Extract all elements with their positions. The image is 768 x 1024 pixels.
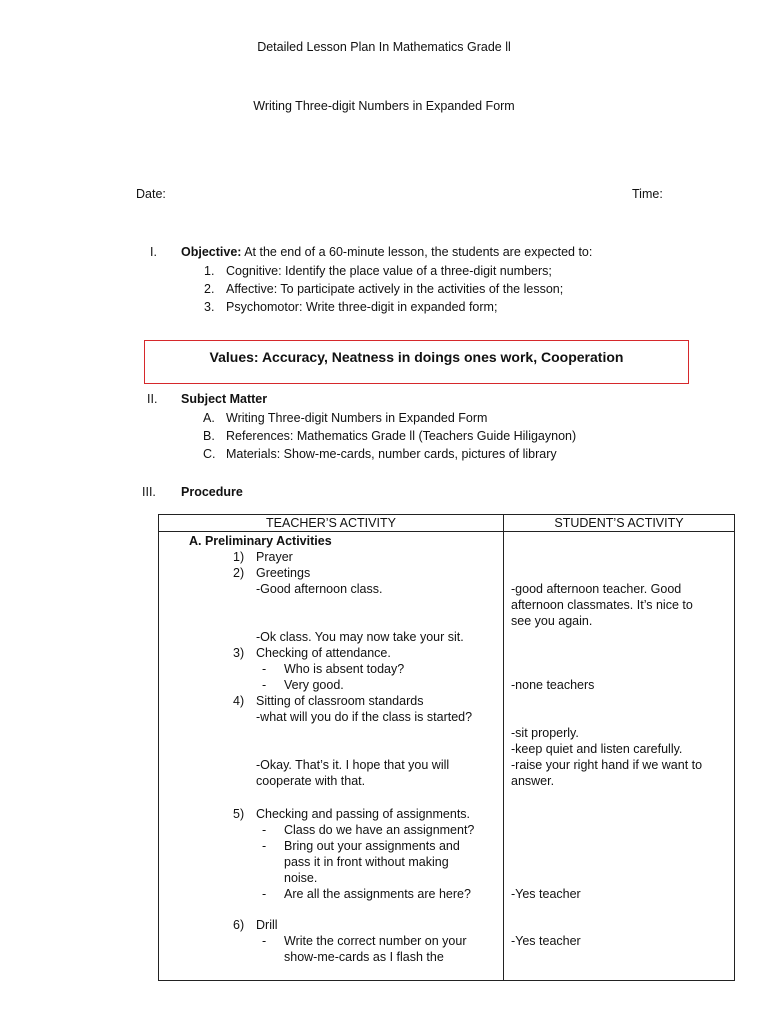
student-line: answer. [511,774,555,788]
table-header-row [159,515,735,532]
subject-item: References: Mathematics Grade ll (Teachers Guide Hiligaynon) [226,429,577,443]
teacher-line: Are all the assignments are here? [284,887,471,901]
teacher-activity-cell [159,532,504,981]
step-number: 3) [233,646,245,660]
student-line: see you again. [511,614,593,628]
objective-item: Affective: To participate actively in the activities of the lesson; [226,282,564,296]
teacher-line: cooperate with that. [256,774,366,788]
teacher-line: -what will you do if the class is started? [256,710,473,724]
step-drill: Drill [256,918,278,932]
subject-item-letter: C. [203,447,216,461]
bullet-dash: - [262,839,267,853]
student-line: -none teachers [511,678,595,692]
objective-text: At the end of a 60-minute lesson, the students are expected to: [241,245,593,259]
teacher-line: Bring out your assignments and [284,839,460,853]
student-line: -keep quiet and listen carefully. [511,742,683,756]
values-box: Values: Accuracy, Neatness in doings ones work, Cooperation [144,340,689,384]
teacher-line: -Good afternoon class. [256,582,383,596]
teacher-line: -Okay. That’s it. I hope that you will [256,758,450,772]
table-row [159,532,735,981]
bullet-dash: - [262,823,267,837]
teacher-line: -Ok class. You may now take your sit. [256,630,464,644]
subject-item: Writing Three-digit Numbers in Expanded Form [226,411,488,425]
step-number: 1) [233,550,245,564]
objective-item-number: 1. [204,264,215,278]
student-line: -Yes teacher [511,934,581,948]
date-label: Date: [136,187,166,201]
bullet-dash: - [262,678,267,692]
step-attendance: Checking of attendance. [256,646,391,660]
step-prayer: Prayer [256,550,293,564]
teacher-line: pass it in front without making [284,855,449,869]
student-line: -good afternoon teacher. Good [511,582,682,596]
step-greetings: Greetings [256,566,311,580]
student-column-header: STUDENT’S ACTIVITY [504,515,735,532]
document-title: Detailed Lesson Plan In Mathematics Grade ll [257,40,511,54]
step-assignments: Checking and passing of assignments. [256,807,471,821]
objective-item-number: 3. [204,300,215,314]
subject-item-letter: A. [203,411,215,425]
step-number: 6) [233,918,245,932]
student-activity-cell [504,532,735,981]
objective-numeral: I. [150,245,157,259]
subject-item: Materials: Show-me-cards, number cards, pictures of library [226,447,557,461]
objective-item: Cognitive: Identify the place value of a three-digit numbers; [226,264,552,278]
teacher-line: noise. [284,871,318,885]
student-line: -sit properly. [511,726,579,740]
step-number: 2) [233,566,245,580]
objective-item: Psychomotor: Write three-digit in expanded form; [226,300,498,314]
teacher-line: Very good. [284,678,344,692]
bullet-dash: - [262,887,267,901]
teacher-line: Write the correct number on your [284,934,467,948]
student-line: -raise your right hand if we want to [511,758,703,772]
time-label: Time: [632,187,663,201]
lesson-title: Writing Three-digit Numbers in Expanded Form [253,99,515,113]
subject-item-letter: B. [203,429,215,443]
objective-item-number: 2. [204,282,215,296]
procedure-table [158,514,735,981]
procedure-heading: Procedure [181,485,243,499]
step-standards: Sitting of classroom standards [256,694,424,708]
preliminary-activities-heading: A. Preliminary Activities [189,534,332,548]
bullet-dash: - [262,934,267,948]
teacher-column-header: TEACHER’S ACTIVITY [159,515,504,532]
student-line: afternoon classmates. It’s nice to [511,598,693,612]
student-line: -Yes teacher [511,887,581,901]
teacher-line: Who is absent today? [284,662,405,676]
objective-label: Objective: [181,245,242,259]
procedure-numeral: III. [142,485,156,499]
teacher-line: show-me-cards as I flash the [284,950,444,964]
subject-numeral: II. [147,392,158,406]
bullet-dash: - [262,662,267,676]
teacher-line: Class do we have an assignment? [284,823,475,837]
subject-matter-heading: Subject Matter [181,392,268,406]
objective-line [181,245,592,259]
step-number: 4) [233,694,245,708]
step-number: 5) [233,807,245,821]
